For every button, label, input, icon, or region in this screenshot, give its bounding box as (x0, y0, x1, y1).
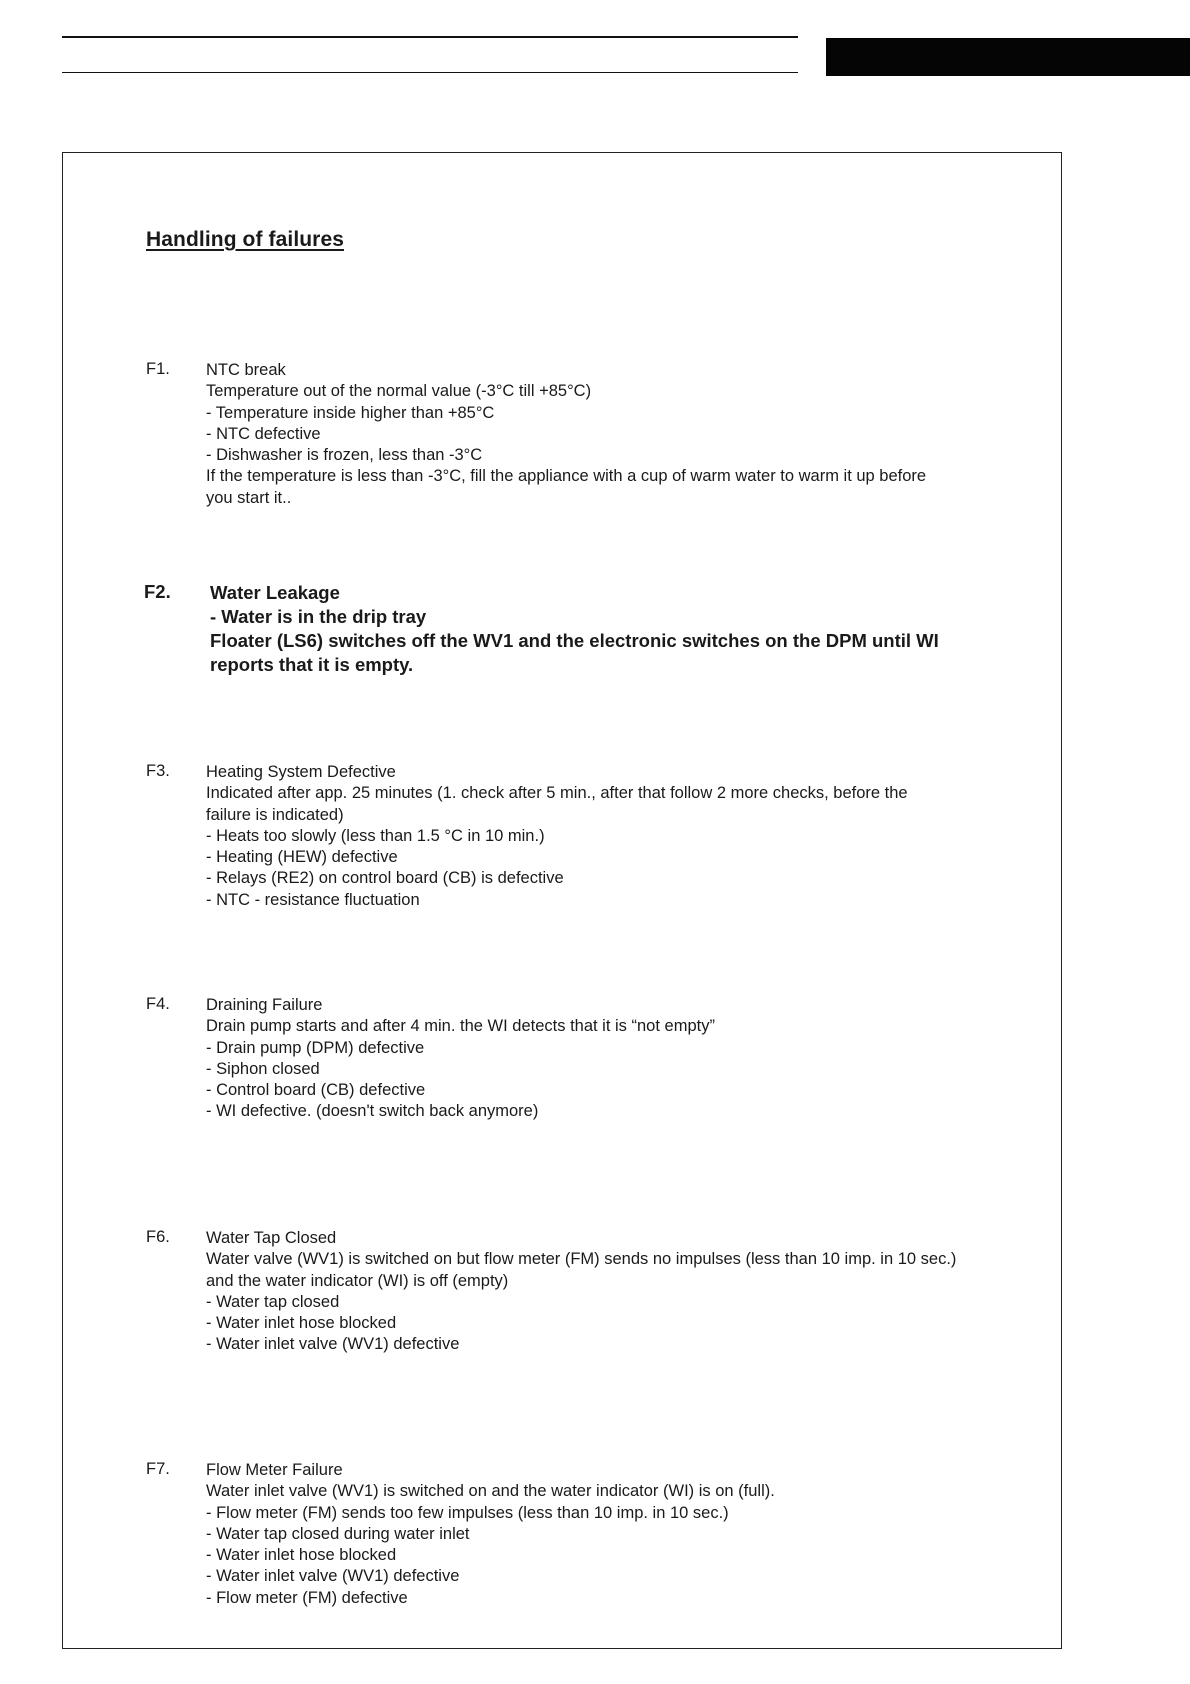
failure-body (206, 762, 1006, 911)
page-title: Handling of failures (146, 228, 345, 251)
failure-heading: Draining Failure (206, 996, 323, 1014)
failure-line: - Water inlet hose blocked (206, 1546, 397, 1565)
failure-line: - Water inlet hose blocked (206, 1314, 397, 1333)
failure-line: - Relays (RE2) on control board (CB) is defective (206, 869, 564, 888)
failure-line: - NTC defective (206, 424, 321, 443)
failure-code: F7. (146, 1460, 170, 1478)
failure-code: F4. (146, 995, 170, 1013)
failure-heading: Water Leakage (210, 582, 340, 603)
failure-line: - Temperature inside higher than +85°C (206, 403, 495, 422)
failure-heading: Water Tap Closed (206, 1229, 337, 1247)
failure-code: F1. (146, 360, 170, 378)
failure-line: - Dishwasher is frozen, less than -3°C (206, 446, 483, 465)
failure-heading: Flow Meter Failure (206, 1461, 343, 1479)
failure-line: - Control board (CB) defective (206, 1081, 426, 1100)
failure-line: Indicated after app. 25 minutes (1. check after 5 min., after that follow 2 more checks, before the failure is indicated) (206, 784, 908, 824)
failure-line: - WI defective. (doesn't switch back anymore) (206, 1102, 539, 1121)
failure-body (206, 360, 1006, 509)
header-black-tab (826, 38, 1190, 76)
failure-body (206, 1460, 1006, 1609)
failure-line: Drain pump starts and after 4 min. the WI detects that it is “not empty” (206, 1017, 715, 1036)
failure-line: Floater (LS6) switches off the WV1 and the electronic switches on the DPM until WI reports that it is empty. (210, 630, 939, 675)
failure-line: - Drain pump (DPM) defective (206, 1038, 425, 1057)
failure-heading: Heating System Defective (206, 763, 396, 781)
header-rule-top (62, 36, 798, 38)
failure-line: - Water is in the drip tray (210, 606, 427, 627)
failure-line: Water valve (WV1) is switched on but flow meter (FM) sends no impulses (less than 10 imp. in 10 sec.) and the water indicator (WI) is off (empty) (206, 1250, 957, 1290)
failure-line: - Flow meter (FM) sends too few impulses (less than 10 imp. in 10 sec.) (206, 1503, 729, 1522)
failure-code: F3. (146, 762, 170, 780)
failure-code: F6. (146, 1228, 170, 1246)
failure-line: - Heating (HEW) defective (206, 848, 398, 867)
failure-line: If the temperature is less than -3°C, fill the appliance with a cup of warm water to warm it up before you start it.. (206, 467, 927, 507)
failure-line: - Water inlet valve (WV1) defective (206, 1335, 460, 1354)
failure-line: - NTC - resistance fluctuation (206, 890, 420, 909)
failure-line: Water inlet valve (WV1) is switched on and the water indicator (WI) is on (full). (206, 1482, 775, 1501)
failure-line: - Water tap closed (206, 1292, 340, 1311)
failure-line: - Heats too slowly (less than 1.5 °C in 10 min.) (206, 826, 545, 845)
failure-line: - Siphon closed (206, 1059, 320, 1078)
failure-body (210, 581, 1030, 677)
failure-line: - Water inlet valve (WV1) defective (206, 1567, 460, 1586)
failure-line: Temperature out of the normal value (-3°C till +85°C) (206, 382, 592, 401)
failure-heading: NTC break (206, 361, 286, 379)
header-rule-bottom (62, 72, 798, 73)
failure-body (206, 1228, 1006, 1356)
failure-line: - Flow meter (FM) defective (206, 1588, 408, 1607)
failure-code: F2. (144, 581, 171, 602)
failure-body (206, 995, 1006, 1123)
failure-line: - Water tap closed during water inlet (206, 1524, 470, 1543)
